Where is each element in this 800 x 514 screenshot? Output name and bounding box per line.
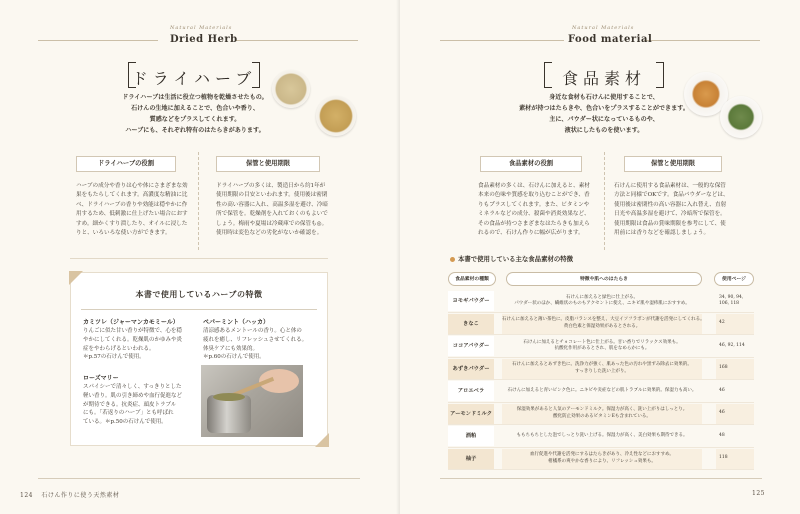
herb-name-peppermint: ペパーミント（ハッカ） bbox=[203, 319, 270, 326]
role-body: 食品素材の多くは、石けんに加えると、素材 本来の色味や質感を取り込むことができ、香 りもプラスしてくれます。また、ビタミンや ミネラルなどの成分、殺菌や消炎効果など、 その食品が持つさまざまなはたらきも加えら れるので、石けん作りに幅が広がります。 bbox=[478, 183, 590, 237]
material-pages: 46, 92, 114 bbox=[719, 342, 745, 348]
bullet-dot bbox=[450, 257, 455, 262]
section-title: ドライハーブ bbox=[128, 62, 260, 88]
material-desc: 石けんに加えると青いピンク色に。ニキビや炎症などの肌トラブルに効果的。保湿力も高い。 bbox=[507, 387, 697, 393]
header-rule bbox=[644, 40, 760, 41]
material-name: きなこ bbox=[448, 314, 494, 334]
table-row bbox=[448, 403, 754, 426]
right-header bbox=[400, 24, 800, 54]
box-rule bbox=[81, 309, 317, 310]
box-corner-ornament bbox=[315, 433, 329, 447]
table-row bbox=[448, 290, 754, 313]
food-material-table bbox=[448, 268, 754, 470]
material-pages: 48 bbox=[719, 432, 725, 438]
table-header-cell: 食品素材の種類 bbox=[448, 272, 496, 286]
mortar-photo bbox=[201, 365, 303, 437]
storage-heading: 保管と使用期限 bbox=[624, 156, 722, 172]
material-pages: 46 bbox=[719, 387, 725, 393]
herb-name-rosemary: ローズマリー bbox=[83, 375, 119, 382]
role-heading: 食品素材の役割 bbox=[480, 156, 582, 172]
material-desc: 石けんに加えるとあずき色に。洗浄力が強く、肌あった色の汚れや黒ずみ除去に効果的。 すっきりした洗い上がり。 bbox=[502, 359, 702, 379]
herb-photo-dish-2 bbox=[316, 96, 356, 136]
material-name: アーモンドミルク bbox=[448, 404, 494, 424]
material-name: ヨモギパウダー bbox=[448, 291, 494, 311]
bracket-right bbox=[656, 62, 664, 88]
header-title: Food material bbox=[568, 34, 653, 45]
herb-desc-peppermint: 清涼感あるメントールの香り。心と体の 疲れを癒し、リフレッシュさせてくれる。 体臭ケアにも効果的。 ＊p.60の石けんで使用。 bbox=[203, 328, 308, 361]
footer-rule bbox=[440, 478, 762, 479]
table-row bbox=[448, 335, 754, 358]
material-pages: 42 bbox=[716, 314, 754, 334]
header-arc-text: Natural Materials bbox=[170, 25, 233, 31]
herb-desc-chamomile: りんごに似た甘い香りが特徴で、心を穏 やかにしてくれる。乾燥肌のかゆみや炎 症をやわらげるといわれる。 ＊p.57の石けんで使用。 bbox=[83, 328, 183, 361]
folio-right: 125 bbox=[752, 490, 765, 497]
section-title: 食品素材 bbox=[544, 62, 664, 88]
bracket-right bbox=[252, 62, 260, 88]
table-row bbox=[448, 425, 754, 448]
table-header-cell: 特徴や肌へのはたらき bbox=[506, 272, 702, 286]
herb-desc-rosemary: スパイシーで清々しく、すっきりとした 軽い香り。肌の引き締めや血行促進など が期待できる。抗炎症、頭皮トラブル にも。「若返りのハーブ」とも呼ばれ ている。＊p.50の石けんで使用。 bbox=[83, 384, 183, 426]
material-pages: 118 bbox=[716, 449, 754, 469]
header-arc-text: Natural Materials bbox=[572, 25, 635, 31]
storage-body: 石けんに使用する食品素材は、一般的な保管 方法と同様でOKです。食品パウダーなどは、 使用後は密閉性の高い容器に入れ替え、直射 日光や高温多湿を避けて、冷暗所で保管を。 使用期限は食品の賞味期限を参考にして、使 用前には香りなどを確認しましょう。 bbox=[614, 183, 729, 237]
table-header bbox=[448, 268, 754, 290]
material-pages: 34, 90, 94, 106, 118 bbox=[719, 294, 744, 306]
material-desc: 保湿効果があると人気のアーモンドミルク。保湿力が高く、洗い上がりはしっとり。 酸化防止効果のあるビタミンEも含まれている。 bbox=[502, 404, 702, 424]
table-row bbox=[448, 448, 754, 471]
role-body: ハーブの成分や香りは心や体にさまざまな効 果をもたらしてくれます。高濃度な精油に比 べ、ドライハーブの香りや効能は穏やかに作 用するため、低刺激に仕上げたい場合におす すめ。細かくすり潰したり、オイルに浸した りと、いろいろな使い方ができます。 bbox=[76, 183, 188, 237]
storage-heading: 保管と使用期限 bbox=[216, 156, 320, 172]
header-title: Dried Herb bbox=[170, 34, 238, 45]
material-name: 酒粕 bbox=[448, 426, 494, 446]
material-pages: 46 bbox=[716, 404, 754, 424]
header-rule bbox=[236, 40, 358, 41]
intro-text: ドライハーブは生活に役立つ植物を乾燥させたもの。 石けんの生地に加えることで、色合いや香り、 質感などをプラスしてくれます。 ハーブにも、それぞれ特有のはたらきがあります。 bbox=[122, 94, 268, 134]
material-name: ココアパウダー bbox=[448, 336, 494, 356]
material-desc: 石けんに加えると緑色に仕上がる。 パウダー状のほか、繊維状のものもアクセントに使え、ニキビ肌や湿疹肌におすすめ。 bbox=[514, 294, 690, 306]
material-desc: 石けんに加えると薄い茶色に。皮脂バランスを整え、大豆イソフラボンが代謝を活発にしてくれる。 黄白色素と保湿効果があるとされる。 bbox=[502, 314, 702, 334]
food-photo-dish-2 bbox=[720, 96, 762, 138]
material-pages: 168 bbox=[716, 359, 754, 379]
table-header-cell: 使用ページ bbox=[714, 272, 754, 286]
header-rule bbox=[440, 40, 564, 41]
folio-left: 124 石けん作りに使う天然素材 bbox=[20, 492, 120, 499]
material-name: あずきパウダー bbox=[448, 359, 494, 379]
material-desc: ももちもちとした泡でしっとり洗い上げる。保湿力が高く、美白効果も期待できる。 bbox=[516, 432, 688, 438]
column-divider bbox=[604, 152, 605, 250]
table-title: 本書で使用している主な食品素材の特徴 bbox=[450, 254, 573, 263]
herb-in-mortar bbox=[213, 393, 245, 401]
box-corner-ornament bbox=[69, 271, 83, 285]
material-desc: 石けんに加えるとチョコレート色に仕上がる。甘い香りでリラックス効果も。 抗酸化作用があるとされ、肌をなめらかにも。 bbox=[523, 339, 681, 351]
section-separator bbox=[70, 258, 328, 259]
table-row bbox=[448, 358, 754, 381]
left-header bbox=[0, 24, 400, 54]
role-heading: ドライハーブの役割 bbox=[76, 156, 176, 172]
right-page bbox=[400, 0, 800, 514]
storage-body: ドライハーブの多くは、製造日から約1年が 使用期限の目安といわれます。使用後は密閉 性の高い容器に入れ、高温多湿を避け、冷暗 所で保管を。乾燥剤を入れておくのもよいで しょう。梅雨や夏場は冷蔵庫での保管も◎。 使用時は変色などの劣化がないか確認を。 bbox=[216, 183, 328, 237]
intro-text: 身近な食材も石けんに使用することで、 素材が持つはたらきや、色合いをプラスすることができます。 主に、パウダー状になっているものや、 液状にしたものを使います。 bbox=[519, 94, 689, 134]
footer-rule bbox=[38, 478, 360, 479]
material-name: 柚子 bbox=[448, 449, 494, 469]
material-name: アロエベラ bbox=[448, 381, 494, 401]
herb-name-chamomile: カミツレ（ジャーマンカモミール） bbox=[83, 319, 179, 326]
herb-feature-box bbox=[70, 272, 328, 446]
table-row bbox=[448, 313, 754, 336]
box-title: 本書で使用しているハーブの特徴 bbox=[135, 289, 263, 299]
column-divider bbox=[198, 152, 199, 250]
table-row bbox=[448, 380, 754, 403]
material-desc: 血行促進や代謝を活発にするはたらきがあり、冷え性などにおすすめ。 柑橘系の爽やかな香りにより、リフレッシュ効果も。 bbox=[502, 449, 702, 469]
header-rule bbox=[38, 40, 158, 41]
